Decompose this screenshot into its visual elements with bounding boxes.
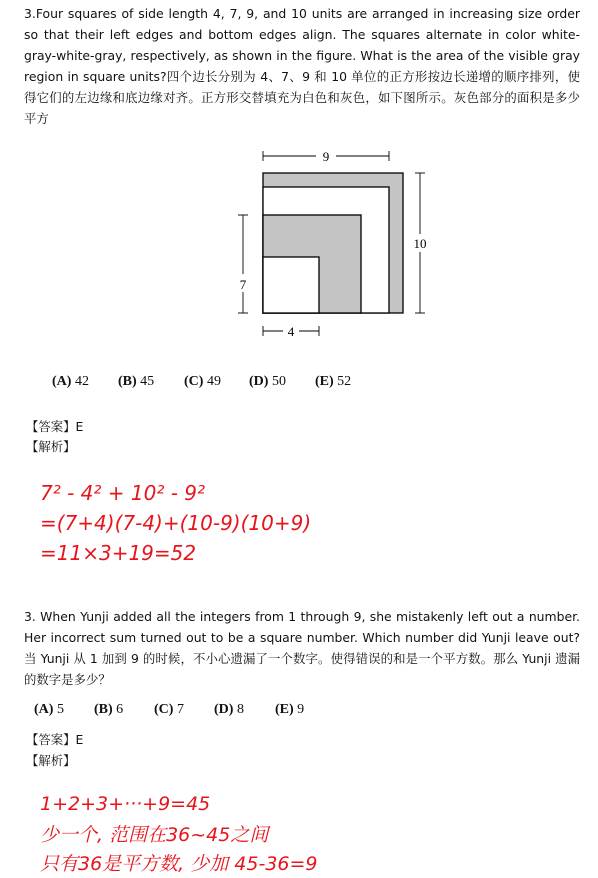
choice-d: (D) 8 <box>214 702 244 717</box>
choice-b: (B) 6 <box>94 702 124 717</box>
choice-c: (C) 7 <box>154 702 184 717</box>
q1-handwriting-line-3: =11×3+19=52 <box>40 541 197 565</box>
q1-handwriting-line-2: =(7+4)(7-4)+(10-9)(10+9) <box>40 511 312 535</box>
choice-a: (A) 42 <box>52 374 89 389</box>
dimension-4-label: 4 <box>287 324 295 339</box>
question-2-text: 3. When Yunji added all the integers from 1 through 9, she mistakenly left out a number. Her incorrect sum turned out to be a square number. Which number did Yunji leave out?当 Yunji 从 1 加到 9 的时候，不小心遗漏了一个数字。使得错误的和是一个平方数。那么 Yunji 遗漏的数字是多少？ <box>24 609 580 687</box>
q2-handwriting-line-2: 少一个, 范围在36~45之间 <box>40 824 269 846</box>
dimension-7-label: 7 <box>239 277 247 292</box>
q1-handwriting-line-1: 7² - 4² + 10² - 9² <box>40 481 206 505</box>
q2-handwriting-line-3: 只有36是平方数, 少加 45-36=9 <box>40 853 318 875</box>
question-1-text: 3.Four squares of side length 4, 7, 9, and 10 units are arranged in increasing size order so that their left edges and bottom edges align. The squares alternate in color white-gray-white-gray, respectively, as shown in the figure. What is the area of the visible gray region in square units?四个边长分别为 4、7、9 和 10 单位的正方形按边长递增的顺序排列，使得它们的左边缘和底边缘对齐。正方形交替填充为白色和灰色，如下图所示。灰色部分的面积是多少平方 <box>24 6 580 126</box>
choice-e: (E) 9 <box>275 702 305 717</box>
q2-handwriting-line-1: 1+2+3+···+9=45 <box>40 793 211 815</box>
q2-answer: 【答案】E <box>26 732 84 747</box>
q1-analysis-label: 【解析】 <box>26 439 76 454</box>
choice-a: (A) 5 <box>34 702 64 717</box>
dimension-9-label: 9 <box>322 149 330 164</box>
choice-c: (C) 49 <box>184 374 221 389</box>
choice-b: (B) 45 <box>118 374 155 389</box>
choice-e: (E) 52 <box>315 374 352 389</box>
choice-d: (D) 50 <box>249 374 286 389</box>
dimension-10-label: 10 <box>413 236 427 251</box>
q1-answer: 【答案】E <box>26 419 84 434</box>
q2-analysis-label: 【解析】 <box>26 753 76 768</box>
